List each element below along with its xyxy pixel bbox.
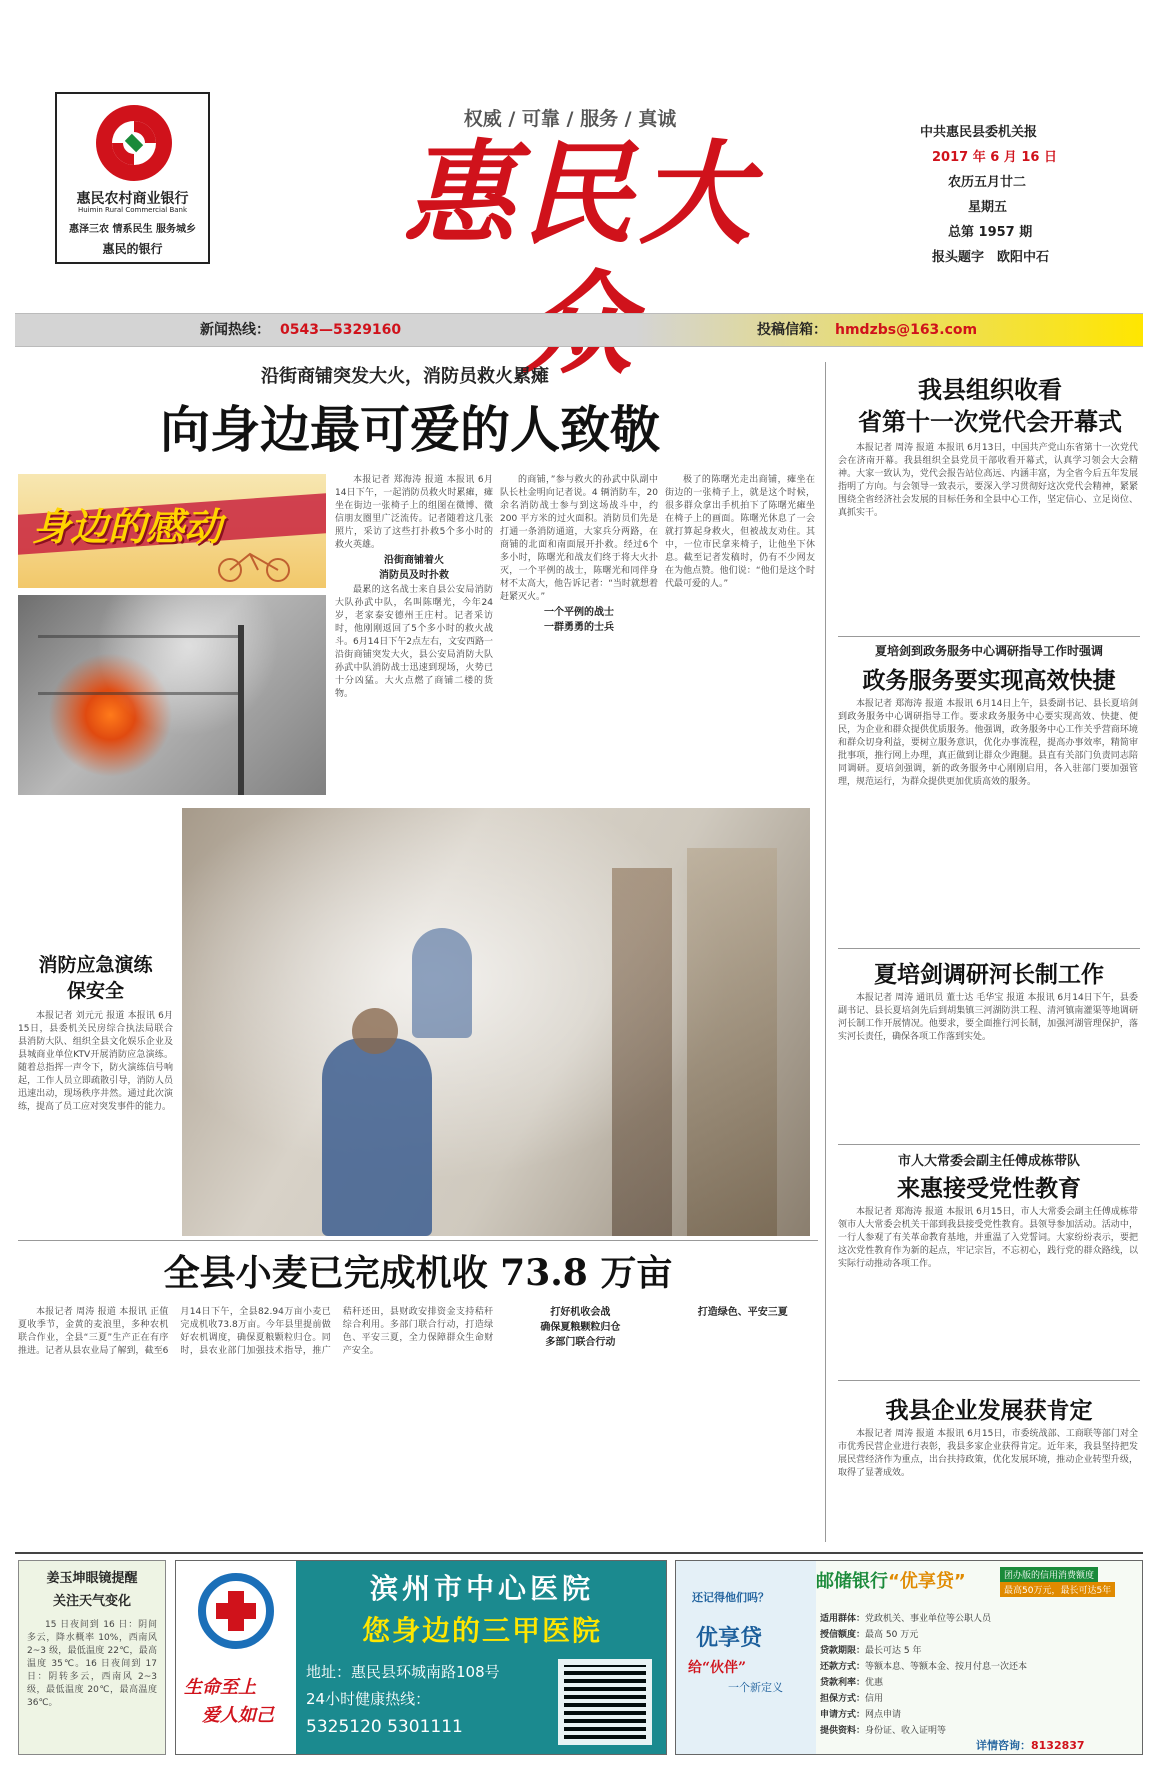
bank-name-en: Huimin Rural Commercial Bank [77, 206, 188, 214]
river-chief-text: 本报记者 周涛 通讯员 董士达 毛华宝 报道 本报讯 6月14日下午，县委副书记、县长夏培剑先后到胡集镇三河湖防洪工程、清河镇南灌渠等地调研河长制工作开展情况。他要求，要全面推行河长制，加强河湖管理保护，落实河长责任，确保各项工作落到实处。 [838, 993, 1138, 1042]
hospital-side-text-1: 生命至上 [184, 1677, 256, 1698]
bank-ad-rows [820, 1611, 1140, 1739]
bank-ad-contact-label: 详情咨询： [976, 1739, 1031, 1752]
bank-ad-row-key: 担保方式： [820, 1694, 866, 1704]
hospital-cross-icon [198, 1573, 274, 1649]
lead-subhead-3: 一个平例的战士 [544, 607, 614, 618]
calligraphy-credit: 报头题字 欧阳中石 [932, 250, 1050, 265]
hospital-main [296, 1561, 667, 1755]
bank-logo-icon [93, 102, 175, 184]
bank-ad-row-key: 适用群体： [820, 1614, 866, 1624]
bank-ad-row-value: 党政机关、事业单位等公职人员 [865, 1614, 992, 1624]
enterprise-headline: 我县企业发展获肯定 [885, 1397, 1093, 1424]
lead-subhead-2: 消防员及时扑救 [379, 570, 449, 581]
lead-headline: 向身边最可爱的人致敬 [160, 401, 660, 459]
bank-ad-bank: 邮储银行 [816, 1571, 888, 1592]
bank-ad-row-value: 优惠 [865, 1678, 884, 1688]
issue-number: 总第 1957 期 [948, 225, 1033, 240]
hospital-ad [175, 1560, 667, 1755]
bank-slogan: 惠泽三农 情系民生 服务城乡 [69, 224, 196, 235]
river-chief-headline: 夏培剑调研河长制工作 [874, 961, 1104, 988]
banner-text: 身边的感动 [32, 504, 223, 549]
bank-ad-row-value: 信用 [865, 1694, 884, 1704]
bank-ad-row [820, 1675, 1140, 1691]
bank-ad [675, 1560, 1143, 1755]
drill-headline-2: 保安全 [66, 980, 124, 1002]
hotline-number: 0543—5329160 [280, 322, 402, 338]
hospital-side [176, 1561, 296, 1755]
lead-subhead-4: 一群勇勇的士兵 [544, 622, 614, 633]
wheat-headline: 全县小麦已完成机收 73.8 万亩 [163, 1252, 673, 1294]
wheat-subhead-4: 打造绿色、平安三夏 [697, 1307, 788, 1318]
lead-column-3-text: 极了的陈曙光走出商铺，瘫坐在街边的一张椅子上，就是这个时候，很多群众拿出手机拍下了陈曙光瘫坐在椅子上的画面。陈曙光休息了一会就打算起身救火，但被战友劝住。其中，一位市民拿来椅子，让他坐下休息。截至记者发稿时，仍有不少网友在为他点赞。他们说：“他们是这个时代最可爱的人。” [665, 475, 815, 589]
bank-ad-row-value: 等额本息、等额本金、按月付息一次还本 [865, 1662, 1028, 1672]
email-address: hmdzbs@163.com [835, 322, 978, 338]
bank-ad-row [820, 1611, 1140, 1627]
bank-ad-row-key: 申请方式： [820, 1710, 866, 1720]
bank-ad-row [820, 1691, 1140, 1707]
bank-ad-row-value: 最长可达 5 年 [865, 1646, 922, 1656]
weekday: 星期五 [968, 200, 1008, 215]
hospital-side-text-2: 爱人如己 [202, 1705, 274, 1726]
bank-ad-row-key: 还款方式： [820, 1662, 866, 1672]
weather-box [18, 1560, 166, 1755]
bank-ad-loan-name: 优享贷 [696, 1625, 763, 1651]
lead-kicker: 沿街商铺突发大火，消防员救火累瘫 [261, 366, 549, 387]
lead-column-1b-text: 最累的这名战士来自县公安局消防大队孙武中队，名叫陈曙光，今年24岁，老家泰安德州王庄村。记者采访时，他刚刚返回了5个多小时的救火战斗。6月14日下午2点左右，文安西路一沿街商铺突发大火，县公安局消防大队孙武中队消防战士迅速到现场，火势已十分凶猛。大火点燃了商铺二楼的货物。 [335, 585, 493, 699]
wheat-subhead-3: 多部门联合行动 [545, 1337, 616, 1348]
newspaper-title: 惠民大 [403, 129, 757, 260]
bank-ad-row [820, 1643, 1140, 1659]
gov-service-text: 本报记者 郑海涛 报道 本报讯 6月14日上午，县委副书记、县长夏培剑到政务服务中心调研指导工作。要求政务服务中心要实现高效、快捷、便民，为企业和群众提供优质服务。他强调，政务服务中心工作关乎营商环境和群众切身利益，要树立服务意识，优化办事流程，提高办事效率，精简审批事项，推行网上办理，真正做到让群众少跑腿。县直有关部门负责同志陪同调研。夏培剑强调，新的政务服务中心刚刚启用，各入驻部门要加强管理，规范运行，为群众提供更加优质高效的服务。 [838, 699, 1138, 787]
education-kicker: 市人大常委会副主任傅成栋带队 [897, 1154, 1080, 1169]
issue-info [920, 120, 1120, 270]
issue-date: 2017 年 6 月 16 日 [932, 150, 1057, 165]
bank-ad-row-key: 贷款利率： [820, 1678, 866, 1688]
wheat-text-block [18, 1306, 818, 1544]
bank-ad-new-def: 一个新定义 [728, 1681, 783, 1694]
lunar-date: 农历五月廿二 [948, 175, 1027, 190]
enterprise-text: 本报记者 周涛 报道 本报讯 6月15日，市委统战部、工商联等部门对全市优秀民营企业进行表彰，我县多家企业获得肯定。近年来，我县坚持把发展民营经济作为重点，出台扶持政策，优化发展环境，推动企业转型升级，取得了显著成效。 [838, 1429, 1138, 1478]
lead-column-2 [500, 474, 658, 794]
hotline-label: 新闻热线： [200, 322, 270, 338]
hospital-phones: 5325120 5301111 [306, 1717, 463, 1737]
bank-ad-row-key: 授信额度： [820, 1630, 866, 1640]
bank-ad-left [676, 1561, 816, 1755]
party-congress-headline-2: 省第十一次党代会开幕式 [858, 407, 1122, 436]
education-headline: 来惠接受党性教育 [897, 1175, 1081, 1202]
hospital-qr-code [558, 1659, 652, 1745]
bank-ad-tag-1: 团办版的信用消费额度 [1000, 1567, 1098, 1582]
wheat-subhead-2: 确保夏粮颗粒归仓 [540, 1322, 621, 1333]
party-congress-headline-1: 我县组织收看 [918, 375, 1062, 404]
bank-logo-box [55, 92, 210, 264]
bank-ad-row-value: 最高 50 万元 [865, 1630, 919, 1640]
drill-photo [182, 808, 810, 1236]
bank-ad-row-value: 网点申请 [865, 1710, 902, 1720]
lead-column-1-text: 本报记者 郑海涛 报道 本报讯 6月14日下午，一起消防员救火时累瘫，瘫坐在街边一张椅子上的组图在微博、微信朋友圈里广泛流传。记者随着这几张照片，采访了这些打扑救5个多小时的救火英雄。 [335, 475, 493, 550]
hospital-hotline-label: 24小时健康热线： [306, 1690, 431, 1708]
lead-column-2-text: 的商铺，”参与救火的孙武中队副中队长杜金明向记者说。4 辆消防车，20 余名消防战士参与到这场战斗中，约 200 平方米的过火面积。消防员们先是打通一条消防通道，大家兵分两路，在商铺的北面和南面展开扑救。经过6个多小时，陈曙光和战友们终于将大火扑灭，一个平例的战士，陈曙光和同伴身材不太高大，他告诉记者：“当时就想着赶紧灭火。” [500, 475, 658, 602]
bank-ad-row-key: 贷款期限： [820, 1646, 866, 1656]
bank-ad-tag-2: 最高50万元，最长可达5年 [1000, 1582, 1115, 1597]
bank-ad-row [820, 1627, 1140, 1643]
lead-column-1 [335, 474, 493, 794]
bank-ad-contact [976, 1737, 1085, 1753]
bank-ad-contact-number: 8132837 [1031, 1739, 1085, 1752]
hospital-slogan: 您身边的三甲医院 [361, 1614, 602, 1647]
bank-ad-give: 给“伙伴” [688, 1660, 747, 1676]
email-label: 投稿信箱： [757, 322, 827, 338]
wheat-subhead-1: 打好机收会战 [550, 1307, 611, 1318]
education-text: 本报记者 郑海涛 报道 本报讯 6月15日，市人大常委会副主任傅成栋带领市人大常委会机关干部到我县接受党性教育。县领导参加活动。活动中，一行人参观了有关革命教育基地，并重温了入党誓词。大家纷纷表示，要把这次党性教育作为新的起点，牢记宗旨，不忘初心，践行党的群众路线，以实际行动推动各项工作。 [838, 1207, 1138, 1269]
bank-tagline: 惠民的银行 [102, 242, 163, 256]
weather-body: 15 日夜间到 16 日：阴间多云，降水概率 10%，西南风 2~3 级，最低温度 22℃，最高温度 35℃。16 日夜间到 17 日：阴转多云，西南风 2~3 级，最低温度 20℃，最高温度 36℃。 [27, 1620, 157, 1708]
bank-ad-row [820, 1659, 1140, 1675]
bank-ad-row-value: 身份证、收入证明等 [865, 1726, 947, 1736]
lead-column-3 [665, 474, 815, 794]
bank-ad-row-key: 提供资料： [820, 1726, 866, 1736]
fire-photo [18, 595, 326, 795]
drill-headline-1: 消防应急演练 [38, 954, 153, 976]
bank-name: 惠民农村商业银行 [76, 191, 189, 207]
hotline-bar [15, 313, 1143, 347]
drill-text: 本报记者 刘元元 报道 本报讯 6月15日，县委机关民房综合执法局联合县消防大队、组织全县文化娱乐企业及县城商业单位KTV开展消防应急演练。随着总指挥一声令下，防火演练信号响起，工作人员立即疏散引导，消防人员迅速出动，现场秩序井然。通过此次演练，提高了员工应对突发事件的能力。 [18, 1011, 173, 1112]
bank-ad-product: “优享贷” [888, 1571, 966, 1592]
hospital-address: 地址：惠民县环城南路108号 [306, 1663, 500, 1681]
lead-subhead-1: 沿街商铺着火 [384, 555, 444, 566]
motto: 权威 / 可靠 / 服务 / 真诚 [463, 108, 677, 130]
bank-ad-bubble: 还记得他们吗？ [692, 1591, 769, 1604]
bicycle-icon [208, 544, 318, 584]
weather-title-2: 关注天气变化 [52, 1594, 131, 1609]
wheat-text: 本报记者 周涛 报道 本报讯 正值夏收季节，金黄的麦浪里，多种农机联合作业，全县“三夏”生产正在有序推进。记者从县农业局了解到，截至6月14日下午，全县82.94万亩小麦已完成机收73.8万亩。今年县里提前做好农机调度，确保夏粮颗粒归仓。同时，县农业部门加强技术指导，推广秸秆还田，县财政安排资金支持秸秆综合利用。多部门联合行动，打造绿色、平安三夏，全力保障群众生命财产安全。 [18, 1307, 494, 1356]
party-congress-text: 本报记者 周涛 报道 本报讯 6月13日，中国共产党山东省第十一次党代会在济南开幕。我县组织全县党员干部收看开幕式，认真学习领会大会精神。大家一致认为，党代会报告站位高远、内涵丰富，为全省今后五年发展指明了方向。与会领导一致表示，要深入学习贯彻好这次党代会精神，紧紧围绕全省经济社会发展的目标任务和全县中心工作，坚定信心、立足岗位、真抓实干。 [838, 443, 1138, 518]
bank-ad-row [820, 1707, 1140, 1723]
gov-service-kicker: 夏培剑到政务服务中心调研指导工作时强调 [874, 644, 1103, 658]
hospital-name: 滨州市中心医院 [369, 1572, 594, 1605]
organ: 中共惠民县委机关报 [920, 125, 1038, 140]
weather-title-1: 姜玉坤眼镜提醒 [46, 1571, 138, 1586]
gov-service-headline: 政务服务要实现高效快捷 [862, 667, 1116, 694]
banner-graphic [18, 474, 326, 588]
bank-ad-header [816, 1567, 1142, 1607]
